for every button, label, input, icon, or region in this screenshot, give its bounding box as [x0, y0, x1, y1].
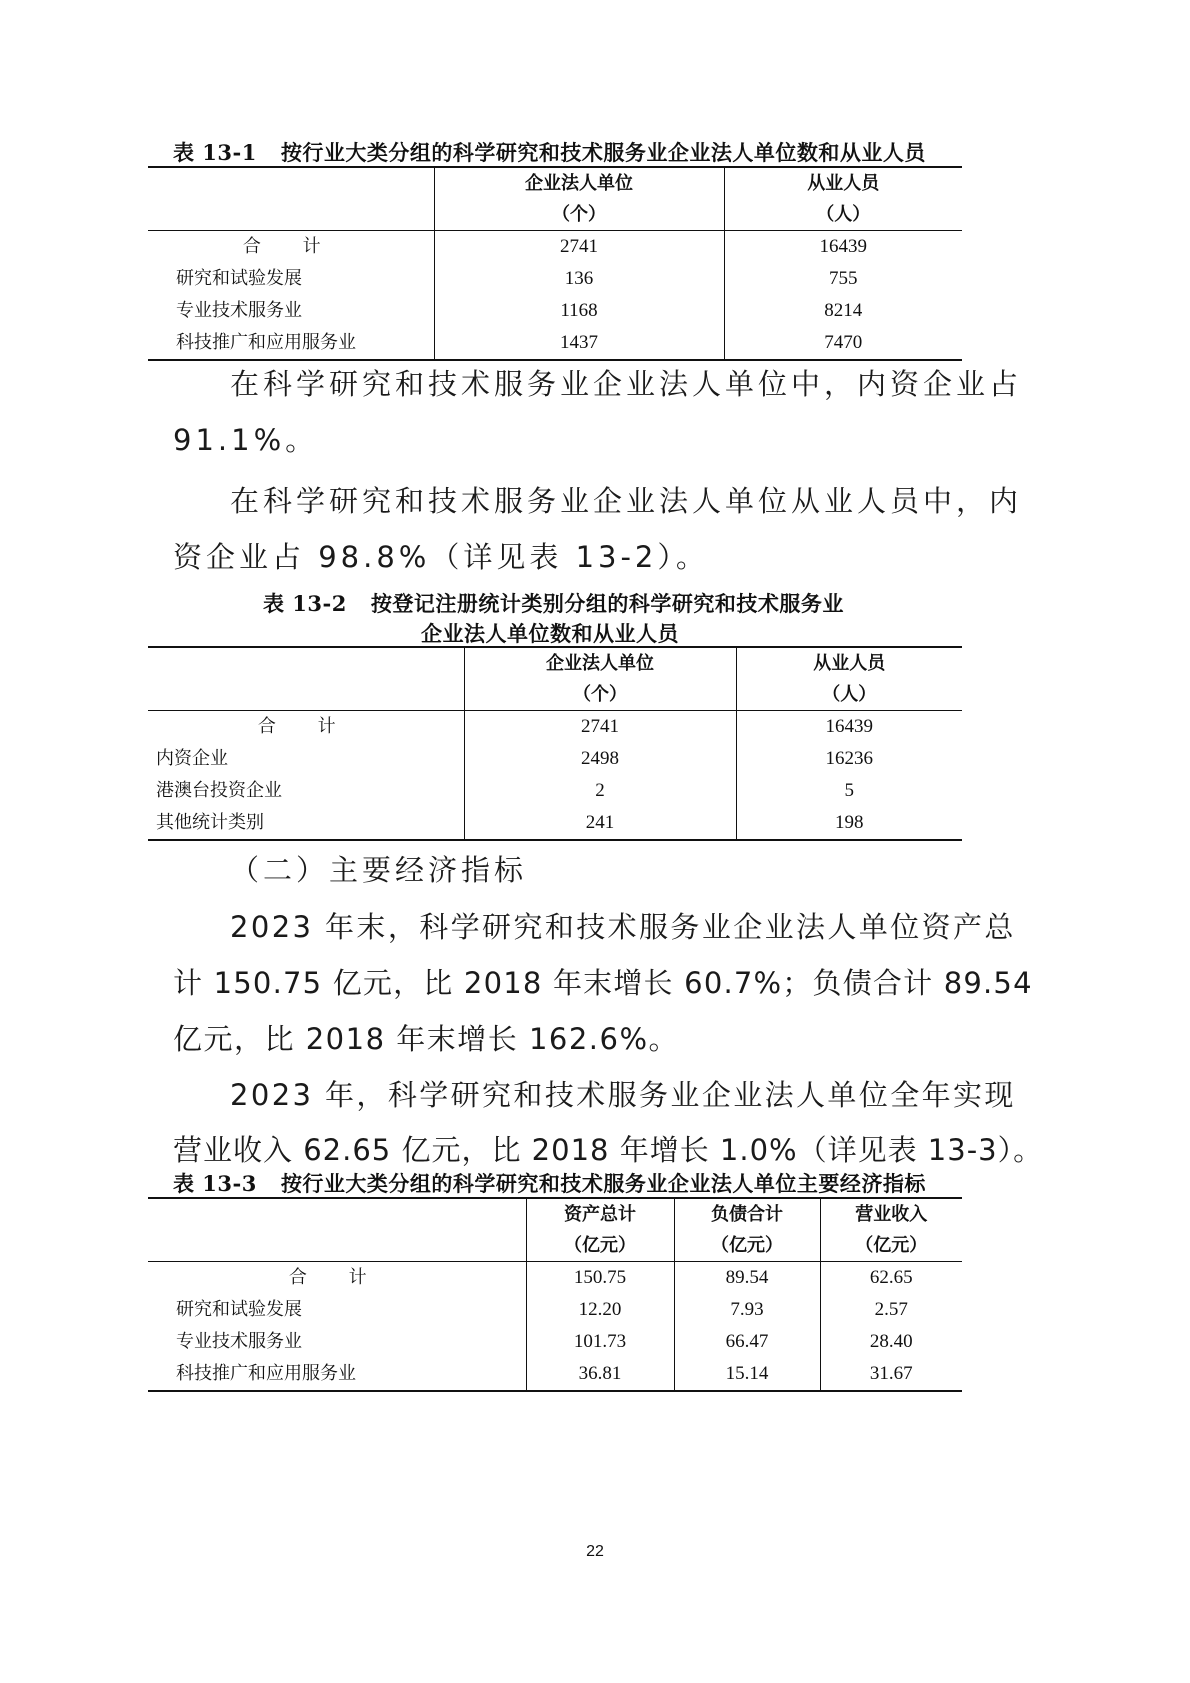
table-title: 按行业大类分组的科学研究和技术服务业企业法人单位数和从业人员	[280, 140, 926, 165]
table-13-3	[148, 1197, 962, 1392]
row-label: 内资企业	[156, 748, 228, 769]
cell-value: 101.73	[526, 1326, 674, 1358]
table-stub-header	[148, 1198, 526, 1262]
cell-value: 755	[724, 263, 962, 295]
page-number: 22	[586, 1543, 604, 1560]
table-row	[148, 1262, 962, 1295]
table-row	[148, 743, 962, 775]
column-unit: （亿元）	[820, 1230, 962, 1262]
row-label: 研究和试验发展	[176, 1299, 302, 1320]
cell-value: 15.14	[674, 1358, 820, 1391]
cell-value: 36.81	[526, 1358, 674, 1391]
cell-value: 7470	[724, 327, 962, 360]
table-row	[148, 1294, 962, 1326]
cell-value: 5	[736, 775, 962, 807]
row-label: 港澳台投资企业	[156, 780, 282, 801]
row-label: 研究和试验发展	[176, 268, 302, 289]
paragraph-line: 91.1%。	[173, 423, 319, 457]
cell-value: 16236	[736, 743, 962, 775]
cell-value: 241	[464, 807, 736, 840]
column-unit: （人）	[724, 199, 962, 231]
cell-value: 62.65	[820, 1262, 962, 1295]
table-13-2	[148, 646, 962, 841]
table-row	[148, 807, 962, 840]
table-row	[148, 711, 962, 744]
column-header: 企业法人单位	[434, 167, 724, 199]
cell-value: 136	[434, 263, 724, 295]
row-label: 合 计	[288, 1267, 385, 1288]
paragraph-line: 计 150.75 亿元，比 2018 年末增长 60.7%；负债合计 89.54	[173, 966, 1033, 1000]
cell-value: 2741	[464, 711, 736, 744]
table-title: 按登记注册统计类别分组的科学研究和技术服务业	[370, 591, 844, 616]
column-header: 营业收入	[820, 1198, 962, 1230]
row-label: 科技推广和应用服务业	[148, 327, 434, 360]
row-label: 合 计	[257, 716, 354, 737]
column-unit: （个）	[464, 679, 736, 711]
row-label: 专业技术服务业	[176, 1331, 302, 1352]
paragraph-line: 2023 年，科学研究和技术服务业企业法人单位全年实现	[230, 1078, 1016, 1112]
row-label: 科技推广和应用服务业	[148, 1358, 526, 1391]
row-label: 其他统计类别	[148, 807, 464, 840]
column-header: 资产总计	[526, 1198, 674, 1230]
cell-value: 198	[736, 807, 962, 840]
cell-value: 28.40	[820, 1326, 962, 1358]
table-stub-header	[148, 167, 434, 231]
table-13-2-caption-line2: 企业法人单位数和从业人员	[421, 621, 679, 646]
table-row	[148, 231, 962, 264]
table-number: 表 13-1	[173, 140, 257, 165]
table-row	[148, 263, 962, 295]
column-header: 从业人员	[724, 167, 962, 199]
table-13-1-caption	[173, 137, 926, 167]
column-header: 从业人员	[736, 647, 962, 679]
cell-value: 1168	[434, 295, 724, 327]
cell-value: 7.93	[674, 1294, 820, 1326]
column-header: 负债合计	[674, 1198, 820, 1230]
paragraph-line: 2023 年末，科学研究和技术服务业企业法人单位资产总	[230, 910, 1016, 944]
cell-value: 16439	[724, 231, 962, 264]
cell-value: 2498	[464, 743, 736, 775]
cell-value: 89.54	[674, 1262, 820, 1295]
cell-value: 2.57	[820, 1294, 962, 1326]
table-number: 表 13-3	[173, 1171, 257, 1196]
paragraph-line: 营业收入 62.65 亿元，比 2018 年增长 1.0%（详见表 13-3）。	[173, 1133, 1044, 1167]
paragraph-line: 资企业占 98.8%（详见表 13-2）。	[173, 540, 709, 574]
column-unit: （人）	[736, 679, 962, 711]
cell-value: 2	[464, 775, 736, 807]
table-13-2-caption	[263, 588, 844, 618]
table-stub-header	[148, 647, 464, 711]
table-title: 按行业大类分组的科学研究和技术服务业企业法人单位主要经济指标	[280, 1171, 926, 1196]
column-unit: （亿元）	[674, 1230, 820, 1262]
table-row	[148, 1326, 962, 1358]
cell-value: 31.67	[820, 1358, 962, 1391]
cell-value: 12.20	[526, 1294, 674, 1326]
column-unit: （个）	[434, 199, 724, 231]
cell-value: 8214	[724, 295, 962, 327]
cell-value: 150.75	[526, 1262, 674, 1295]
table-row	[148, 327, 962, 360]
paragraph-line: 亿元，比 2018 年末增长 162.6%。	[173, 1022, 680, 1056]
table-row	[148, 295, 962, 327]
cell-value: 66.47	[674, 1326, 820, 1358]
table-number: 表 13-2	[263, 591, 347, 616]
column-header: 企业法人单位	[464, 647, 736, 679]
table-13-1	[148, 166, 962, 361]
table-row	[148, 1358, 962, 1391]
paragraph-line: 在科学研究和技术服务业企业法人单位从业人员中，内	[230, 484, 1023, 518]
cell-value: 16439	[736, 711, 962, 744]
cell-value: 1437	[434, 327, 724, 360]
paragraph-line: 在科学研究和技术服务业企业法人单位中，内资企业占	[230, 367, 1023, 401]
row-label: 合 计	[242, 236, 339, 257]
section-heading: （二）主要经济指标	[230, 853, 528, 887]
cell-value: 2741	[434, 231, 724, 264]
table-13-3-caption	[173, 1168, 926, 1198]
row-label: 专业技术服务业	[176, 300, 302, 321]
table-row	[148, 775, 962, 807]
column-unit: （亿元）	[526, 1230, 674, 1262]
